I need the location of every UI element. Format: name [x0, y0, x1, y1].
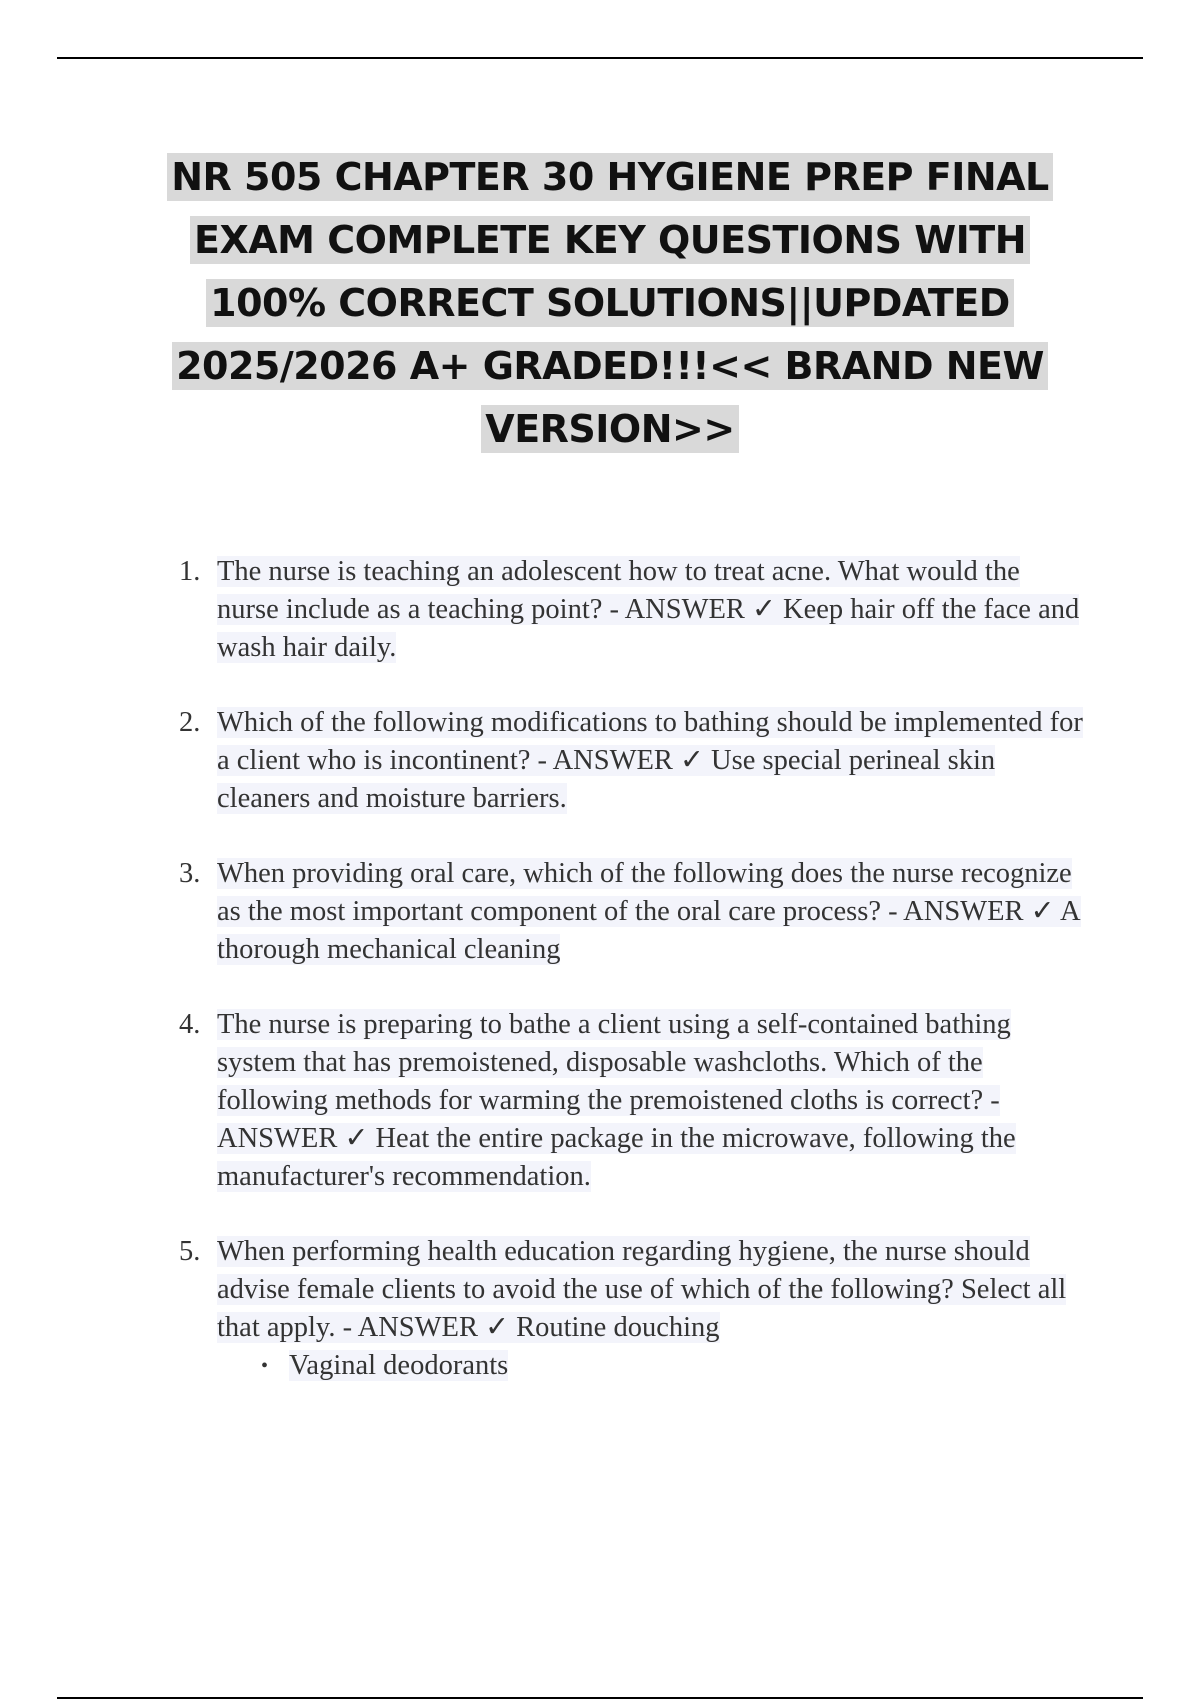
answer-bullet-list	[217, 1347, 1085, 1385]
title-block	[130, 146, 1090, 461]
answer-bullet-item	[261, 1347, 1085, 1385]
question-text: When providing oral care, which of the following does the nurse recognize as the most important component of the oral care process? - ANSWER ✓ A thorough mechanical cleaning	[217, 858, 1081, 965]
question-number: 4.	[179, 1009, 201, 1040]
question-number: 1.	[179, 556, 201, 587]
bottom-rule	[57, 1697, 1143, 1699]
question-number: 2.	[179, 707, 201, 738]
question-text: The nurse is preparing to bathe a client using a self-contained bathing system that has premoistened, disposable washcloths. Which of the following methods for warming the premoistened cloths is correct? - ANSWER ✓ Heat the entire package in the microwave, following the manufacturer's recommendation.	[217, 1009, 1016, 1192]
document-title	[130, 146, 1090, 461]
question-text: Which of the following modifications to bathing should be implemented for a client who is incontinent? - ANSWER ✓ Use special perineal skin cleaners and moisture barriers.	[217, 707, 1083, 814]
question-list	[165, 553, 1085, 1422]
question-item	[165, 1233, 1085, 1385]
answer-bullet-text: Vaginal deodorants	[289, 1350, 509, 1381]
question-text: The nurse is teaching an adolescent how to treat acne. What would the nurse include as a teaching point? - ANSWER ✓ Keep hair off the face and wash hair daily.	[217, 556, 1080, 663]
document-title-text: NR 505 CHAPTER 30 HYGIENE PREP FINAL EXAM COMPLETE KEY QUESTIONS WITH 100% CORRECT SOLUTIONS||UPDATED 2025/2026 A+ GRADED!!!<< BRAND NEW VERSION>>	[167, 153, 1053, 453]
question-item	[165, 855, 1085, 969]
bullet-icon: •	[261, 1355, 269, 1377]
question-number: 5.	[179, 1236, 201, 1267]
question-text: When performing health education regarding hygiene, the nurse should advise female clients to avoid the use of which of the following? Select all that apply. - ANSWER ✓ Routine douching	[217, 1236, 1067, 1343]
question-item	[165, 1006, 1085, 1196]
question-item	[165, 553, 1085, 667]
top-rule	[57, 57, 1143, 59]
question-item	[165, 704, 1085, 818]
question-number: 3.	[179, 858, 201, 889]
